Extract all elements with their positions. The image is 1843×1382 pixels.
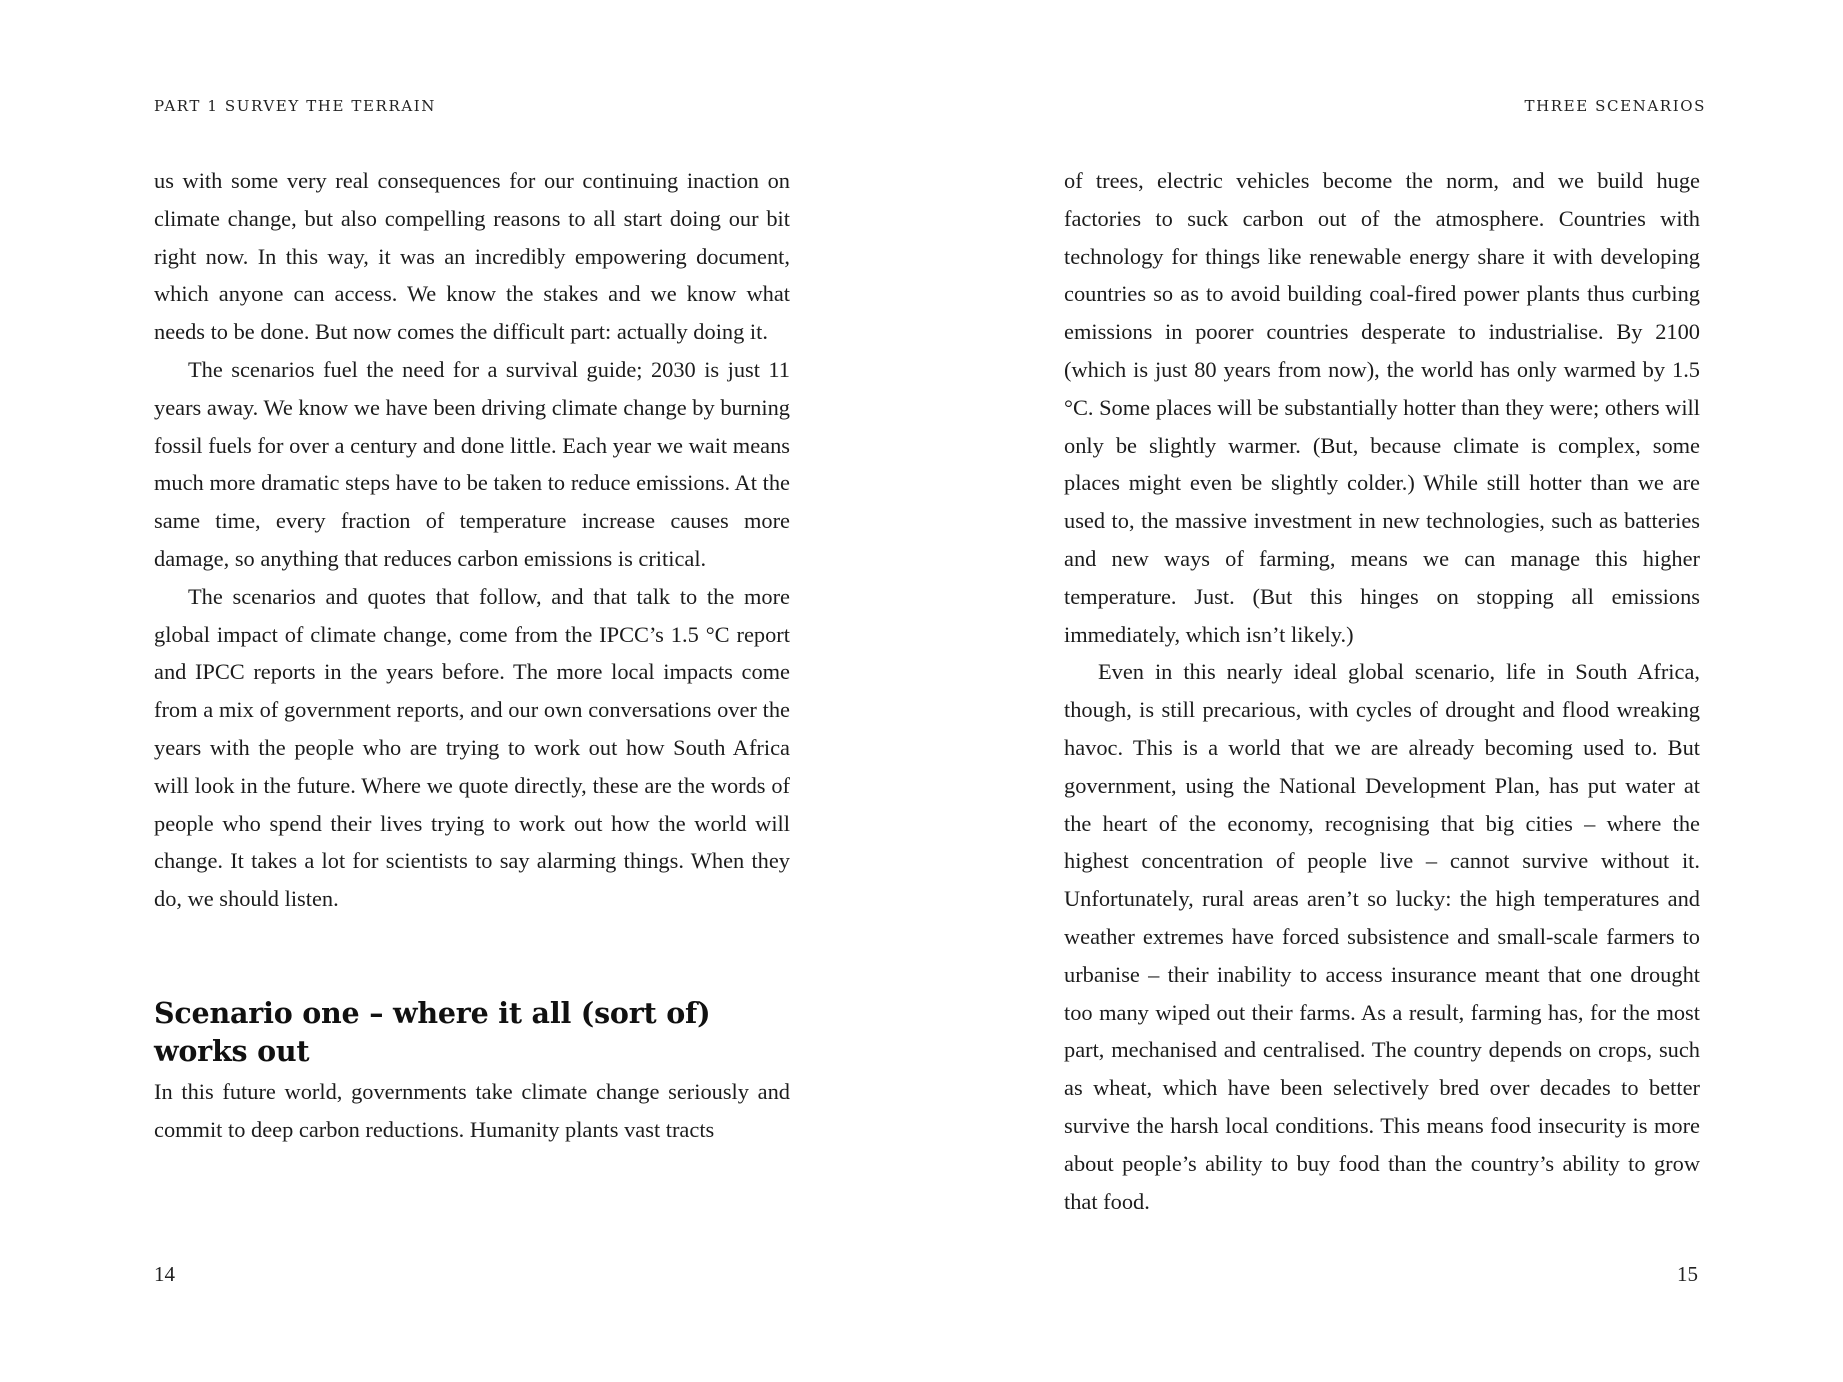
section-heading: Scenario one – where it all (sort of) works out (154, 995, 711, 1068)
section-paragraph: In this future world, governments take climate change seriously and commit to deep carbon reductions. Humanity plants vast tracts (154, 1078, 790, 1142)
page-number-right: 15 (1677, 1262, 1698, 1286)
left-paragraph-1: us with some very real consequences for our continuing inaction on climate change, but also compelling reasons to all start doing our bit right now. In this way, it was an incredibly empowering document, which anyone can access. We know the stakes and we know what needs to be done. But now comes the difficult part: actually doing it. (154, 168, 790, 345)
left-paragraph-3: The scenarios and quotes that follow, and that talk to the more global impact of climate change, come from the IPCC’s 1.5 °C report and IPCC reports in the years before. The more local impacts come from a mix of government reports, and our own conversations over the years with the people who are trying to work out how South Africa will look in the future. Where we quote directly, these are the words of people who spend their lives trying to work out how the world will change. It takes a lot for scientists to say alarming things. When they do, we should listen. (154, 583, 790, 912)
running-head-left: PART 1 SURVEY THE TERRAIN (154, 97, 437, 115)
right-paragraph-1: of trees, electric vehicles become the norm, and we build huge factories to suck carbon out of the atmosphere. Countries with technology for things like renewable energy share it with developing countries so as to avoid building coal-fired power plants thus curbing emissions in poorer countries desperate to industrialise. By 2100 (which is just 80 years from now), the world has only warmed by 1.5 °C. Some places will be substantially hotter than they were; others will only be slightly warmer. (But, because climate is complex, some places might even be slightly colder.) While still hotter than we are used to, the massive investment in new technologies, such as batteries and new ways of farming, means we can manage this higher temperature. Just. (But this hinges on stopping all emissions immediately, which isn’t likely.) (1064, 168, 1700, 647)
left-text-block (154, 162, 790, 1149)
right-paragraph-2: Even in this nearly ideal global scenario, life in South Africa, though, is still precarious, with cycles of drought and flood wreaking havoc. This is a world that we are already becoming used to. But government, using the National Development Plan, has put water at the heart of the economy, recognising that big cities – where the highest concentration of people live – cannot survive without it. Unfortunately, rural areas aren’t so lucky: the high temperatures and weather extremes have forced subsistence and small-scale farmers to urbanise – their inability to access insurance meant that one drought too many wiped out their farms. As a result, farming has, for the most part, mechanised and centralised. The country depends on crops, such as wheat, which have been selectively bred over decades to better survive the harsh local conditions. This means food insecurity is more about people’s ability to buy food than the country’s ability to grow that food. (1064, 659, 1700, 1214)
page-number-left: 14 (154, 1262, 175, 1286)
right-page (921, 0, 1842, 1382)
right-text-block (1064, 162, 1700, 1220)
left-paragraph-2: The scenarios fuel the need for a survival guide; 2030 is just 11 years away. We know we have been driving climate change by burning fossil fuels for over a century and done little. Each year we wait means much more dramatic steps have to be taken to reduce emissions. At the same time, every fraction of temperature increase causes more damage, so anything that reduces carbon emissions is critical. (154, 356, 790, 571)
left-page (0, 0, 921, 1382)
running-head-right: THREE SCENARIOS (1524, 97, 1706, 115)
